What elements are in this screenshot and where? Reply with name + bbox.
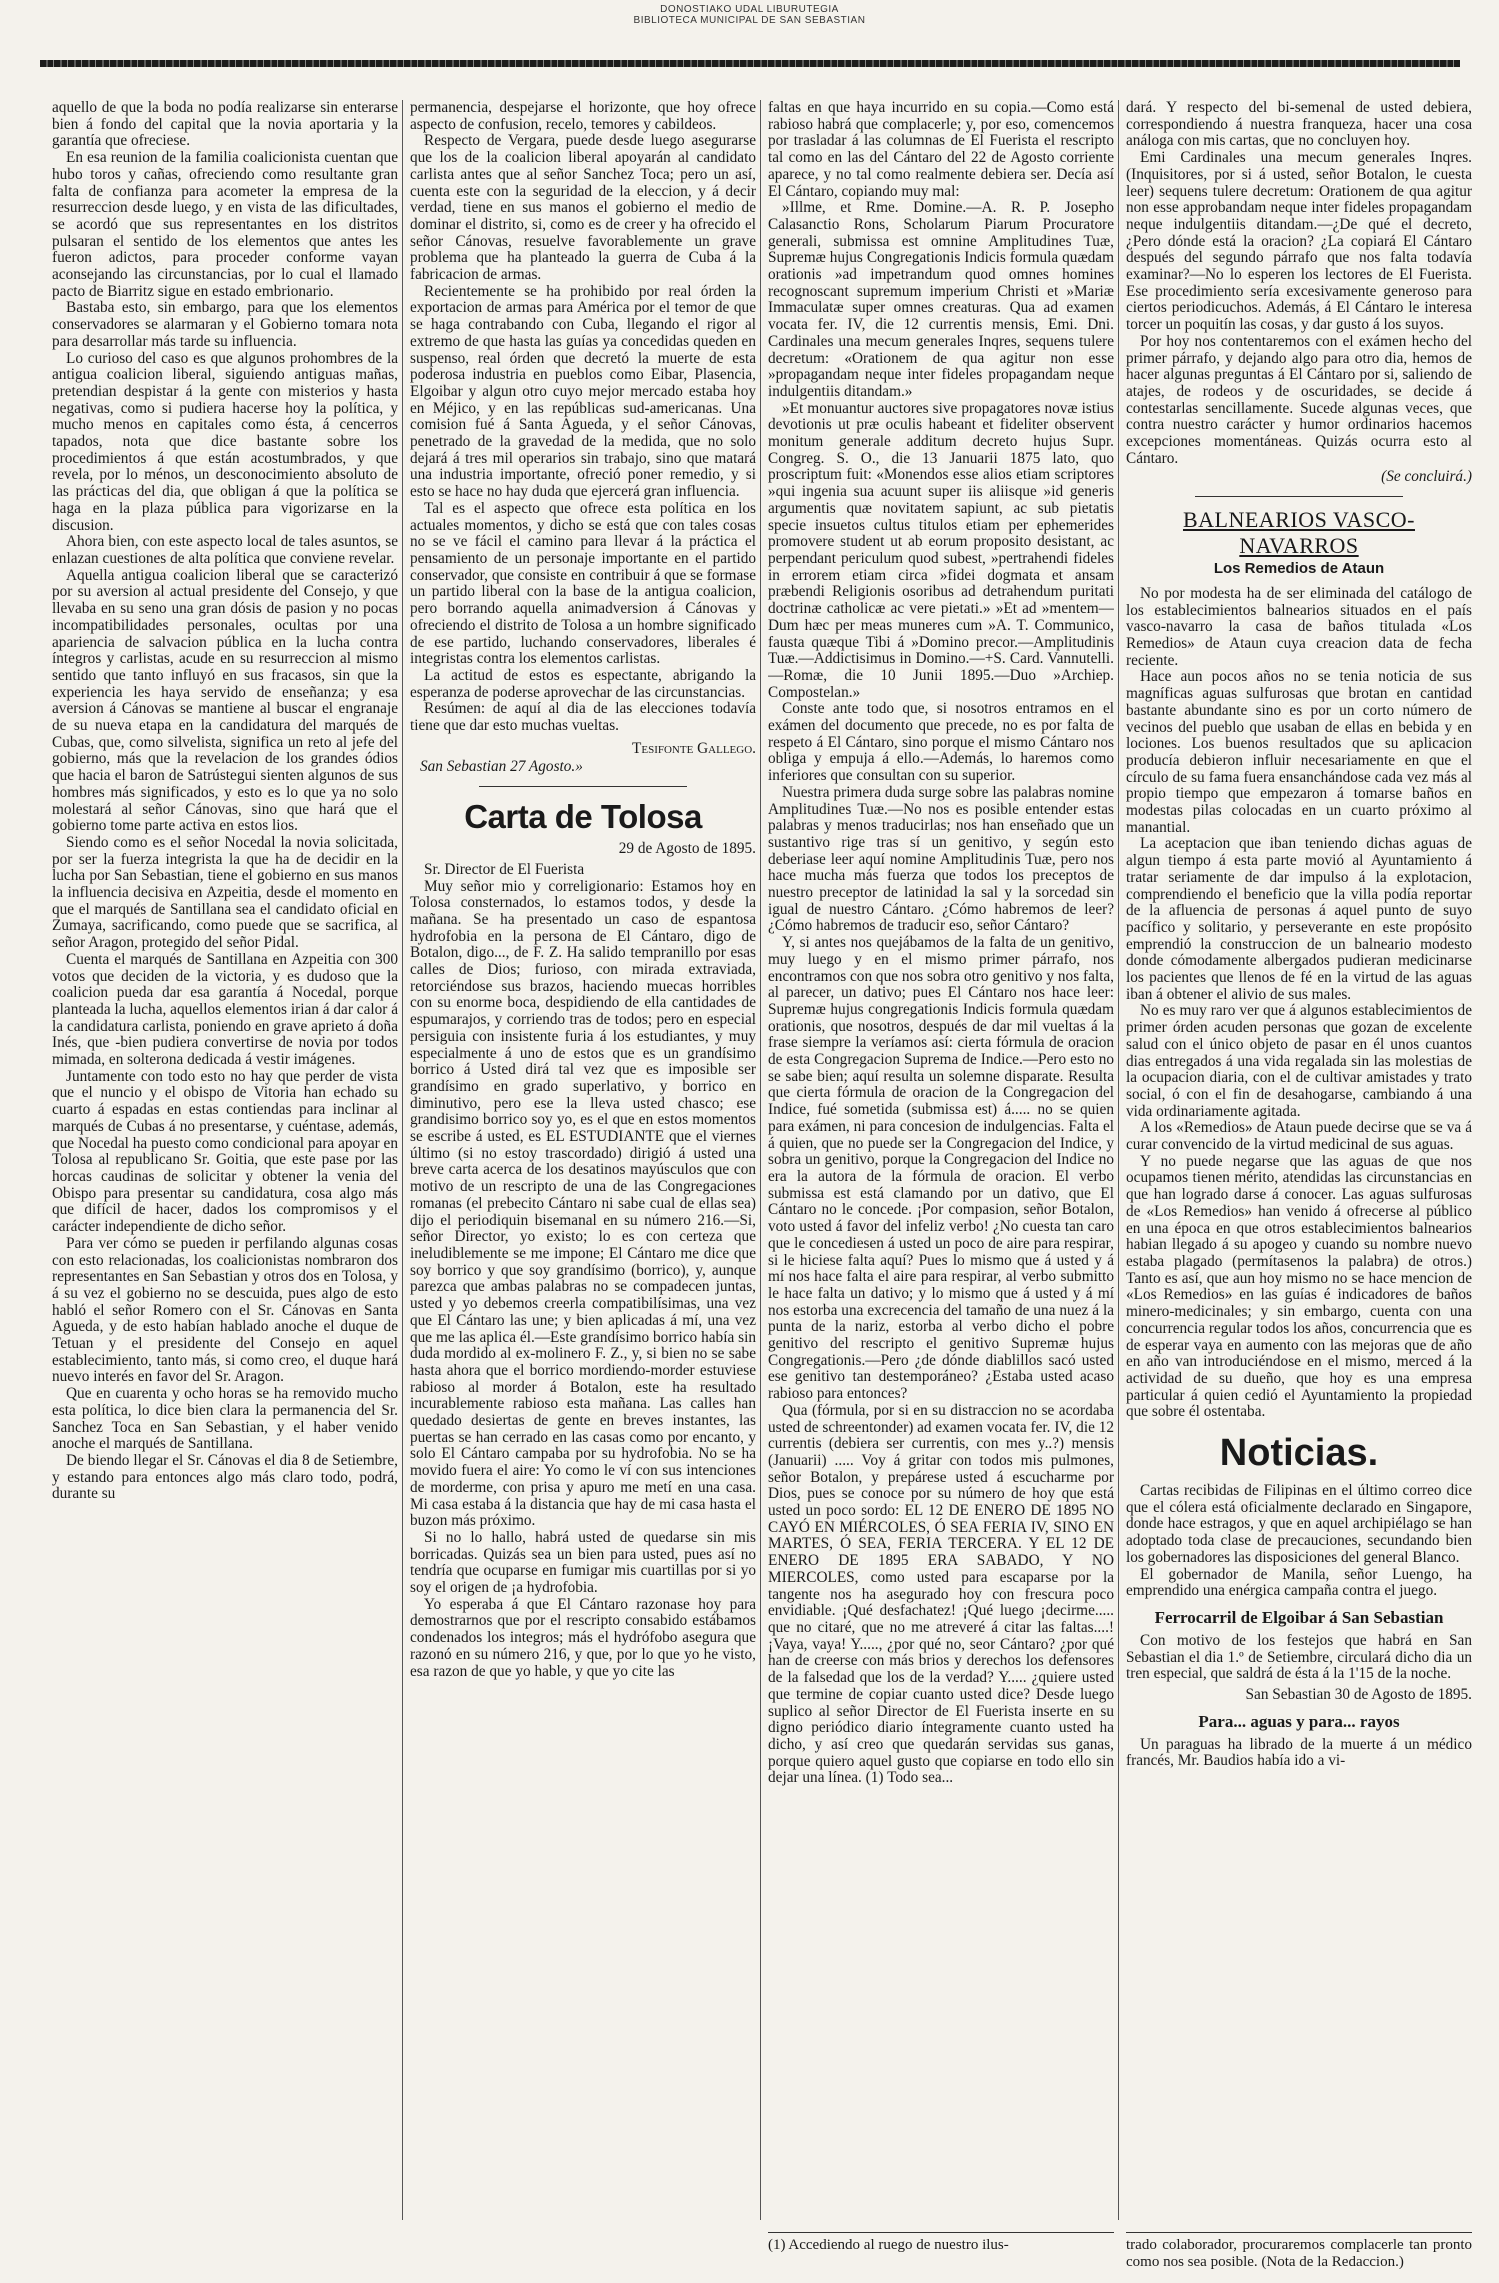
paragraph: Cartas recibidas de Filipinas en el último correo dice que el cólera está oficialmente declarado en Singapore, donde hace estragos, y que en aquel archipiélago se han adoptado toda clase de precauciones, secundando bien los gobernadores las disposiciones del general Blanco.: [1126, 1482, 1472, 1566]
paragraph: Lo curioso del caso es que algunos prohombres de la antigua coalicion liberal, siguiendo antiguas mañas, pretendian despistar á la gente con misterios y hasta negativas, como si pudiera hacerse hoy la política, y mucho menos en capitales como ésta, á cencerros tapados, nota que dice bastante sobre los procedimientos á que están acostumbrados, y que revela, por lo ménos, un desconocimiento absoluto de las prácticas del dia, que obligan á que la política se haga en la plaza pública para vigorizarse en la discusion.: [52, 349, 398, 534]
paragraph: Con motivo de los festejos que habrá en San Sebastian el dia 1.º de Setiembre, circulará dicho dia un tren especial, que saldrá de ésta á la 1'15 de la noche.: [1126, 1631, 1472, 1683]
paragraph: Y, si antes nos quejábamos de la falta de un genitivo, muy luego y en el mismo primer párrafo, nos encontramos con que nos sobra otro genitivo y nos falta, al parecer, un dativo; pues El Cántaro nos hace leer: Supremæ hujus congregationis Indicis formula quædam orationis, que nosotros, después de dar mil vueltas á la frase siempre la veríamos así: cierta fórmula de oracion de esta Congregacion Suprema de Indice.—Pero esto no se sabe bien; aquí resulta un solemne disparate. Resulta que cierta fórmula de oracion de la Congregacion del Indice, fué sometida (submissa est) á..... no se quien para exámen, ni para concesion de indulgencias. Falta el á quien, que no puede ser la Congregacion del Indice, y sobra un genitivo, porque la Congregacion del Indice no era la autora de la fórmula de oracion. El verbo submissa est está clamando por un dativo, que El Cántaro no le concede. ¡Por compasion, señor Botalon, voto usted á favor del infeliz verbo! ¿No cuesta tan caro que le concediesen á usted un poco de aire para respirar, si le hiciese falta aquí? Pues lo mismo que á usted y á mí nos hace falta el aire para respirar, al verbo submitto le hace falta un dativo; y lo mismo que á usted y á mí nos estorba una excrecencia del tamaño de una nuez á la punta de la nariz, estorba al verbo dicho el pobre genitivo del rescripto el genitivo Supremæ hujus Congregationis.—Pero ¿de dónde diablillos sacó usted ese genitivo tan destemporáneo? ¿Estaba usted acaso rabioso para entonces?: [768, 934, 1114, 1403]
column-2: [410, 100, 756, 2230]
headline-balnearios: BALNEARIOS VASCO-NAVARROS: [1182, 507, 1415, 559]
paragraph: Resúmen: de aquí al dia de las elecciones todavía tiene que dar esto muchas vueltas.: [410, 700, 756, 735]
paragraph: permanencia, despejarse el horizonte, que hoy ofrece aspecto de confusion, recelo, temores y cabildeos.: [410, 100, 756, 133]
footnote-continued: trado colaborador, procuraremos complacerle tan pronto como nos sea posible. (Nota de la Redaccion.): [1126, 2232, 1472, 2270]
dateline: 29 de Agosto de 1895.: [618, 840, 756, 858]
paragraph: Hace aun pocos años no se tenia noticia de sus magníficas aguas sulfurosas que brotan en cantidad bastante abundante sino es por un corto número de vecinos del pueblo que usaban de ellas en bebida y en lociones. Los buenos resultados que su aplicacion producía debieron influir necesariamente en que el círculo de su fama fuera ensanchándose cada vez más al propio tiempo que empezaron á tomarse baños en modestas pilas colocadas en un cuarto próximo al manantial.: [1126, 668, 1472, 836]
to-be-continued: (Se concluirá.): [1381, 468, 1472, 486]
paragraph: Un paraguas ha librado de la muerte á un médico francés, Mr. Baudios había ido a vi-: [1126, 1735, 1472, 1770]
column-3: [768, 100, 1114, 2230]
paragraph: El gobernador de Manila, señor Luengo, ha emprendido una enérgica campaña contra el juego.: [1126, 1565, 1472, 1600]
paragraph: Bastaba esto, sin embargo, para que los elementos conservadores se alarmaran y el Gobierno tomara nota para desarrollar más tarde su influencia.: [52, 299, 398, 350]
paragraph: Que en cuarenta y ocho horas se ha removido mucho esta política, lo dice bien clara la permanencia del Sr. Sanchez Toca en San Sebastian, y el haber venido anoche el marqués de Santillana.: [52, 1385, 398, 1453]
headline-carta-de-tolosa: Carta de Tolosa: [464, 798, 702, 836]
paragraph: Tal es el aspecto que ofrece esta política en los actuales momentos, y dicho se está que con tales cosas no se ve fácil el camino para llevar á la práctica el pensamiento de un personaje importante en el partido conservador, que consiste en contribuir á que se formase un partido liberal con la base de la antigua coalicion, pero borrando aquella animadversion á Cánovas y ofreciendo el distrito de Tolosa a un hombre significado de ese partido, luchando conservadores, liberales é integristas contra los elementos carlistas.: [410, 499, 756, 668]
paragraph: En esa reunion de la familia coalicionista cuentan que hubo toros y cañas, ofreciendo como resultante gran falta de confianza para acometer la empresa de la resurreccion desde luego, y en vista de las dificultades, se acordó que sus representantes en los distritos pulsaran el sentido de los elementos que antes les fueron adictos, para proceder conforme vayan aconsejando las circunstancias, por lo cual el llamado pacto de Biarritz sigue en estado embrionario.: [52, 149, 398, 300]
paragraph: Qua (fórmula, por si en su distraccion no se acordaba usted de schreentonder) ad examen vocata fer. IV, die 12 currentis (debiera ser currentis, con mes y..?) mensis (Januarii) ..... Voy á gritar con todos mis pulmones, señor Botalon, y prepárese usted á escucharme por Dios, pues se conoce por su número de hoy que está usted un poco sordo: EL 12 DE ENERO DE 1895 NO CAYÓ EN MIÉRCOLES, Ó SEA FERIA IV, SINO EN MARTES, Ó SEA, FERIA TERCERA. Y EL 12 DE ENERO DE 1895 ERA SABADO, Y NO MIERCOLES, como usted para escaparse por la tangente nos ha asegurado hoy con frescura poco envidiable. ¡Qué desfachatez! ¡Qué luego ¡decirme..... que no citaré, que no me atreveré á citar las faltas....! ¡Vaya, vaya! Y....., ¿por qué no, seor Cántaro? ¿por qué han de creerse con más brios y derechos los defensores de la falsedad que los de la verdad? Y..... ¿quiere usted que termine de copiar cuanto usted dice? Desde luego suplico al señor Director de El Fuerista inserte en su digno periódico diario íntegramente cuanto usted ha dicho, y así creo que quedarán servidas sus ganas, porque quiero aquel gusto que copiarse en todo ello sin dejar una línea. (1) Todo sea...: [768, 1401, 1114, 1787]
paragraph: Respecto de Vergara, puede desde luego asegurarse que los de la coalicion liberal apoyarán al candidato carlista antes que al señor Sanchez Toca; pero un así, cuenta este con la seguridad de la eleccion, y á decir verdad, tiene en sus manos el gobierno el medio de dominar el distrito, si, como es de creer y ha ofrecido el señor Cánovas, resuelve favorablemente un grave problema que ha planteado la guerra de Cuba á la fabricacion de armas.: [410, 132, 756, 284]
article-signature: Tesifonte Gallego.: [632, 739, 756, 757]
paragraph: Ahora bien, con este aspecto local de tales asuntos, se enlazan cuestiones de alta política que conviene revelar.: [52, 533, 398, 567]
column-divider: [402, 100, 403, 2220]
headline-ferrocarril: Ferrocarril de Elgoibar á San Sebastian: [1154, 1607, 1444, 1627]
latin-quote: »Et monuantur auctores sive propagatores novæ istius devotionis ut præ oculis habeant et fideliter observent monitum generale additum decreto hujus Supr. Congreg. S. O., die 13 Januarii 1875 lato, quo proscriptum fuit: «Monendos esse alios etiam scriptores »qui ingenia sua acuunt super iis aliisque »id generis argumentis quæ novitatem sapiunt, ac sub pietatis specie insuetos cultus titulos etiam per ephemerides promovere student ut ab eorum proposito desistant, ac perpendant periculum quod subest, »pertrahendi fideles in errorem etiam circa »fidei dogmata et ansam præbendi Religionis osoribus ad detrahendum puritati doctrinæ catholicæ ac vere pietati.» »Et ad »mentem—Dum hæc per meas muneres cum »A. T. Communico, fausta quæque Tibi á »Domino precor.—Amplitudinis Tuæ.—Addictisimus in Domino.—+S. Card. Vannutelli.—Romæ, die 10 Junii 1895.—Duo »Archiep. Compostelan.»: [768, 399, 1114, 701]
paragraph: A los «Remedios» de Ataun puede decirse que se va á curar convencido de la virtud medicinal de sus aguas.: [1126, 1119, 1472, 1154]
paragraph: Siendo como es el señor Nocedal la novia solicitada, por ser la fuerza integrista la que ha de decidir en la lucha por San Sebastian, tiene el gobierno en sus manos la influencia decisiva en Azpeitia, desde el momento en que el marqués de Santillana sea el candidato oficial en Zumaya, sacrificando, como puede que se sacrifica, al señor Aragon, protegido del señor Pidal.: [52, 833, 398, 952]
paragraph: Por hoy nos contentaremos con el exámen hecho del primer párrafo, y dejando algo para otro dia, hemos de hacer algunas preguntas á El Cántaro por si, saliendo de atajes, de rodeos y de oscuridades, se decide á contestarlas sencillamente. Sucede algunas veces, que contra nuestro carácter y humor ordinarios hacemos excepciones momentáneas. Quizás ocurra esto al Cántaro.: [1126, 332, 1472, 467]
paragraph: aquello de que la boda no podía realizarse sin enterarse bien á fondo del capital que la novia aportaria y la garantía que ofreciese.: [52, 100, 398, 150]
paragraph: Si no lo hallo, habrá usted de quedarse sin mis borricadas. Quizás sea un bien para usted, pues así no tendría que ocuparse en fumigar mis cuartillas por si yo soy el origen de ¡a hydrofobia.: [410, 1528, 756, 1597]
footnote: (1) Accediendo al ruego de nuestro ilus-: [768, 2232, 1114, 2254]
paragraph: De biendo llegar el Sr. Cánovas el dia 8 de Setiembre, y estando para entonces algo más claro todo, podrá, durante su: [52, 1451, 398, 1503]
salutation: Sr. Director de El Fuerista: [424, 860, 585, 878]
signature-date: San Sebastian 27 Agosto.»: [420, 758, 583, 776]
paragraph: faltas en que haya incurrido en su copia.—Como está rabioso habrá que complacerle; y, por eso, comencemos por trasladar á las columnas de El Fuerista el rescripto tal como en las del Cántaro del 22 de Agosto corriente aparece, y no tal como realmente debiera ser. Decía así El Cántaro, copiando muy mal:: [768, 100, 1114, 200]
column-divider: [760, 100, 761, 2220]
separator: [479, 786, 687, 787]
masthead-rule: [40, 60, 1460, 67]
paragraph: No es muy raro ver que á algunos establecimientos de primer órden acuden personas que gozan de excelente salud con el único objeto de pasar en él unos cuantos dias entregados á una vida regalada sin las molestias de la ocupacion diaria, con el de cultivar amistades y trato social, ó con el fin de desahogarse, cambiando á una vida ordinariamente agitada.: [1126, 1002, 1472, 1120]
dateline: San Sebastian 30 de Agosto de 1895.: [1245, 1686, 1472, 1704]
paragraph: Y no puede negarse que las aguas de que nos ocupamos tienen mérito, atendidas las circunstancias en que han logrado darse á conocer. Las aguas sulfurosas de «Los Remedios» han venido á ofrecerse al público en una época en que otros establecimientos balnearios habian llegado á su apogeo y cuando su nombre nuevo estaba plagado (permítasenos la palabra) de otros.) Tanto es así, que aun hoy mismo no se hace mencion de «Los Remedios» en las guías é indicadores de baños minero-medicinales; y sin embargo, cuenta con una concurrencia regular todos los años, concurrencia que es de esperar vaya en aumento con las mejoras que de año en año van introduciéndose en el mismo, merced á la actividad de su dueño, que hoy es una empresa particular á quien cedió el Ayuntamiento la propiedad que sobre él ostentaba.: [1126, 1152, 1472, 1421]
paragraph: Yo esperaba á que El Cántaro razonase hoy para demostrarnos que por el rescripto consabido estábamos condenados los integros; más el hydrófobo asegura que razonó en su número 216, y que, por lo que yo he visto, esa razon de que yo hable, y que yo cite las: [410, 1595, 756, 1680]
column-1: [52, 100, 398, 2230]
paragraph: La actitud de estos es espectante, abrigando la esperanza de poderse aprovechar de las circunstancias.: [410, 666, 756, 701]
paragraph: Juntamente con todo esto no hay que perder de vista que el nuncio y el obispo de Vitoria han echado su cuarto á espadas en estas contiendas para inclinar al marqués de Cubas á no presentarse, y cuéntase, además, que Nocedal ha puesto como condicional para apoyar en Tolosa al republicano Sr. Goitia, que este pase por las horcas caudinas de solicitar y obtener la venia del Obispo para presentar su candidatura, cosa algo más que difícil de hacer, dados los compromisos y el carácter independiente de dicho señor.: [52, 1067, 398, 1236]
headline-noticias: Noticias.: [1219, 1432, 1379, 1475]
paragraph: Conste ante todo que, si nosotros entramos en el exámen del documento que precede, no es por falta de respeto á El Cántaro, sino porque el mismo Cántaro nos obliga y empuja á ello.—Además, lo haremos como inferiores que consultan con su superior.: [768, 700, 1114, 785]
stamp-line-1: DONOSTIAKO UDAL LIBURUTEGIA: [660, 4, 839, 15]
headline-paraguas: Para... aguas y para... rayos: [1198, 1711, 1400, 1731]
paragraph: dará. Y respecto del bi-semenal de usted debiera, correspondiendo á nuestra franqueza, hacer una cosa análoga con mis cartas, que no concluyen hoy.: [1126, 100, 1472, 150]
paragraph: Aquella antigua coalicion liberal que se caracterizó por su aversion al actual presidente del Consejo, y que llevaba en su seno una gran dósis de pasion y no pocas incompatibilidades personales, ocultas por una apariencia de salvacion pública en la lucha contra íntegros y carlistas, acude en su resurreccion al mismo sentido que tanto influyó en sus fracasos, sin que la experiencia les haya servido de enseñanza; y esa aversion á Cánovas se mantiene al buscar el engranaje de su nueva etapa en la candidatura del marqués de Cubas, que, como silvelista, significa un reto al jefe del gobierno, más que la revelacion de los grandes ódios que hacia el baron de Satrústegui sienten algunos de sus hombres más significados, y esto es lo que ya no solo molestará al señor Cánovas, sino que hará que el gobierno tome parte activa en estos lios.: [52, 566, 398, 835]
library-stamp: [0, 4, 1499, 26]
stamp-line-2: BIBLIOTECA MUNICIPAL DE SAN SEBASTIAN: [633, 15, 866, 26]
paragraph: Emi Cardinales una mecum generales Inqres. (Inquisitores, por si á usted, señor Botalon, le cuesta leer) sequens tulere decretum: Orationem de qua agitur non esse approbandam neque inter fideles propagandam neque indulgentiis ditandam.—¿De qué el decreto, ¿Pero dónde está la oracion? ¿La copiará El Cántaro después del segundo párrafo que nos falta todavía examinar?—No lo esperen los lectores de El Fuerista. Ese procedimiento sería excesivamente generoso para ciertos periodicuchos. Además, á El Cántaro le interesa torcer un poquitín las cosas, y dar gusto á los suyos.: [1126, 149, 1472, 334]
subheadline-remedios: Los Remedios de Ataun: [1213, 560, 1385, 578]
latin-quote: »Illme, et Rme. Domine.—A. R. P. Josepho Calasanctio Rons, Scholarum Piarum Procuratore generali, submissa est omnine Amplitudines Tuæ, Supremæ hujus Congregationis Indicis formula quædam orationis »ad impetrandum quod omnes homines recognoscant supremum imperium Christi et »Mariæ Immaculatæ super omnes creaturas. Qua ad examen vocata fer. IV, die 12 currentis mensis, Emi. Dni. Cardinales una mecum generales Inqres, sequens tulere decretum: «Orationem de qua agitur non esse »propagandam neque inter fideles propagandam neque indulgentiis ditandam.»: [768, 199, 1114, 400]
separator: [1195, 496, 1403, 497]
paragraph: Muy señor mio y correligionario: Estamos hoy en Tolosa consternados, lo estamos todos, y desde la mañana. Se ha presentado un caso de espantosa hydrofobia en la persona de El Cántaro, digo de Botalon, digo..., de F. Z. Ha salido tempranillo por esas calles de Dios; furioso, con mirada extraviada, retorciéndose sus brazos, haciendo muecas horribles con su enorme boca, despidiendo de ella cantidades de espumarajos, y corriendo tras de todos; pero en especial persiguia con insistente furia á los estudiantes, y muy especialmente á uno de estos que es un grandísimo borrico á Usted dirá tal vez que es imposible ser grandísimo en grado superlativo, y borrico en diminutivo, pero ese la lleva usted chasco; ese grandisimo borrico soy yo, es el que en estos momentos se escribe á usted, es EL ESTUDIANTE que el viernes último (si no estoy trascordado) dirigió á usted una breve carta acerca de los desatinos mayúsculos que con motivo de un rescripto de una de las Congregaciones romanas (el prebecito Cántaro ni sabe cual de ellas sea) dijo el periodiquin bisemanal en su número 216.—Si, señor Director, yo existo; lo es con certeza que ineludiblemente se me impone; El Cántaro me dice que soy borrico y que soy grandísimo (borrico), y, aunque parezca que ambas palabras no se compadecen juntas, usted y yo debemos creerla compatibilísimas, una vez que El Cántaro las une; y bien aplicadas á mí, una vez que me las aplica él.—Este grandísimo borrico había sin duda mordido al ex-molinero F. Z., y, si bien no se sabe hasta ahora que el borrico mordiendo-morder estuviese rabioso al morder á Botalon, este ha resultado incurablemente rabioso esta mañana. Las calles han quedado desiertas de gente en breves instantes, las puertas se han cerrado en las casas como por encanto, y solo El Cántaro campaba por su hydrofobia. No se ha movido fuera el aire: Yo como le ví con sus intenciones de morderme, con prisa y apuro me metí en una casa. Mi casa estaba á la distancia que hay de mi casa hasta el buzon más próximo.: [410, 877, 756, 1530]
paragraph: La aceptacion que iban teniendo dichas aguas de algun tiempo á esta parte movió al Ayuntamiento á tratar seriamente de dar impulso á la explotacion, comprendiendo el beneficio que la villa podía reportar de la afluencia de personas á aquel punto de suyo pacífico y solitario, y perseverante en este propósito emprendió la construccion de un balneario modesto donde cómodamente albergados pudieran medicinarse los pacientes que llenos de fé en la virtud de las aguas iban á obtener el alivio de sus males.: [1126, 835, 1472, 1003]
paragraph: Recientemente se ha prohibido por real órden la exportacion de armas para América por el temor de que se haga contrabando con Cuba, llegando el rigor al extremo de que hasta las guías ya concedidas queden en suspenso, real órden que decretó la muerte de esta poderosa industria en pueblos como Eibar, Plasencia, Elgoibar y algun otro cuyo mejor mercado estaba hoy en Méjico, y en las repúblicas sud-americanas. Una comision fué á Santa Agueda, y el señor Cánovas, penetrado de la gravedad de la medida, que no solo dejará á tres mil operarios sin trabajo, sino que matará una industria importante, ofreció poner remedio, y si esto se hace no hay duda que ejercerá gran influencia.: [410, 282, 756, 501]
paragraph: No por modesta ha de ser eliminada del catálogo de los establecimientos balnearios situados en el país vasco-navarro la casa de baños titulada «Los Remedios» de Ataun cuya creacion data de fecha reciente.: [1126, 584, 1472, 669]
column-divider: [1118, 100, 1119, 2220]
column-4: [1126, 100, 1472, 2230]
paragraph: Cuenta el marqués de Santillana en Azpeitia con 300 votos que deciden de la victoria, y es dudoso que la coalicion pueda dar esa garantía á Nocedal, porque planteada la lucha, aquellos elementos irian á dar calor á la candidatura carlista, poniendo en grave aprieto á doña Inés, que -bien pudiera convertirse de novia por todos mimada, en solterona dedicada á vestir imágenes.: [52, 950, 398, 1069]
paragraph: Para ver cómo se pueden ir perfilando algunas cosas con esto relacionadas, los coalicionistas nombraron dos representantes en San Sebastian y otros dos en Tolosa, y á su vez el gobierno no se descuida, pues algo de esto habló el señor Romero con el Sr. Cánovas en Santa Agueda, y de esto habían hablado anoche el duque de Tetuan y el presidente del Consejo en aquel establecimiento, tanto más, si como creo, el duque hará nuevo interés en favor del Sr. Aragon.: [52, 1234, 398, 1386]
paragraph: Nuestra primera duda surge sobre las palabras nomine Amplitudines Tuæ.—No nos es posible entender estas palabras y menos traducirlas; nos han enseñado que un sustantivo rige tras sí un genitivo, y según esto deberiase leer aquí nomine Amplitudinis Tuæ, pero nos hace mucha más fuerza que todos los preceptos de nuestro preceptor de latinidad la sal y la sorcedad sin igual de nuestro Cántaro. ¿Cómo habremos de leer? ¿Cómo habremos de traducir eso, señor Cántaro?: [768, 783, 1114, 935]
